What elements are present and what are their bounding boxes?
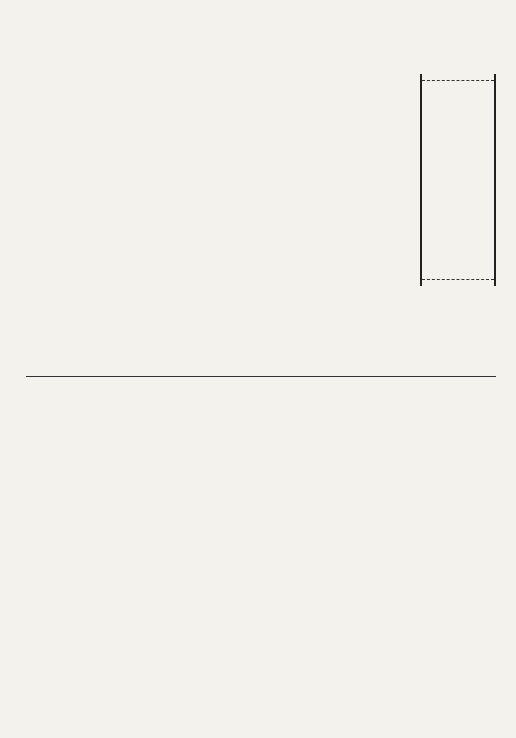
horizontal-divider (26, 376, 496, 377)
title-box-top-rule (422, 80, 494, 81)
title-box (420, 74, 496, 286)
title-box-bottom-rule (422, 279, 494, 280)
